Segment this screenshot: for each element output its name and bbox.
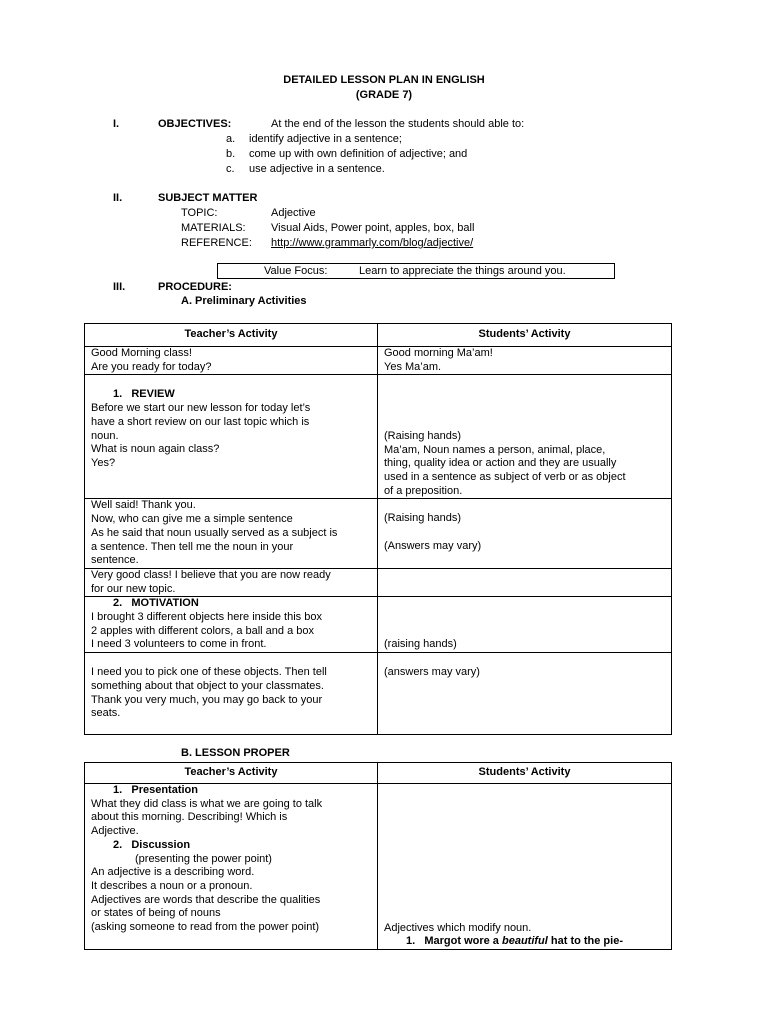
cell-line: sentence. — [91, 554, 139, 567]
student-cell — [378, 784, 672, 950]
teacher-activity-header: Teacher’s Activity — [85, 324, 378, 347]
preliminary-activities-table — [84, 323, 672, 735]
table-header-row — [85, 324, 672, 347]
table-row — [85, 375, 672, 499]
discussion-heading — [91, 839, 377, 853]
cell-line: Good Morning class! — [91, 347, 192, 359]
procedure-heading: PROCEDURE: — [158, 281, 232, 293]
cell-line: (asking someone to read from the power point) — [91, 921, 320, 934]
cell-line: I need you to pick one of these objects. Then tell — [91, 666, 327, 679]
objective-letter: b. — [226, 148, 236, 160]
cell-line: 2 apples with different colors, a ball and a box — [91, 624, 314, 637]
value-focus-text: Learn to appreciate the things around you. — [359, 265, 566, 277]
example-pre: Margot wore a — [424, 935, 502, 948]
review-heading — [91, 388, 377, 402]
cell-line: (Answers may vary) — [384, 539, 482, 552]
topic-label: TOPIC: — [181, 207, 218, 219]
value-focus-label: Value Focus: — [264, 265, 328, 277]
table-row — [85, 597, 672, 653]
cell-line: thing, quality idea or action and they are usually — [384, 457, 617, 470]
lesson-proper-table — [84, 762, 672, 950]
student-cell — [378, 499, 672, 569]
teacher-cell — [85, 784, 378, 950]
objectives-intro: At the end of the lesson the students should able to: — [271, 118, 525, 130]
cell-line: As he said that noun usually served as a subject is — [91, 526, 338, 539]
cell-line: a sentence. Then tell me the noun in your — [91, 540, 294, 553]
cell-line: (raising hands) — [384, 638, 457, 651]
presentation-number: 1. — [113, 784, 123, 796]
example-emphasis: beautiful — [501, 935, 548, 948]
objective-letter: a. — [226, 133, 236, 145]
table-row — [85, 653, 672, 735]
objective-item: use adjective in a sentence. — [249, 163, 385, 175]
cell-line: Adjectives are words that describe the qualities — [91, 893, 321, 906]
document-subtitle: (GRADE 7) — [355, 89, 413, 101]
cell-line: I need 3 volunteers to come in front. — [91, 638, 267, 651]
materials-value: Visual Aids, Power point, apples, box, ball — [271, 222, 475, 234]
student-cell — [378, 375, 672, 499]
cell-line: I brought 3 different objects here inside this box — [91, 611, 322, 624]
motivation-number: 2. — [113, 597, 123, 610]
reference-label: REFERENCE: — [181, 237, 252, 249]
cell-line: Now, who can give me a simple sentence — [91, 513, 293, 526]
students-activity-header: Students’ Activity — [378, 324, 672, 347]
cell-line: (Raising hands) — [384, 512, 462, 525]
cell-line: An adjective is a describing word. — [91, 866, 255, 879]
cell-line: Well said! Thank you. — [91, 499, 196, 512]
cell-line: noun. — [91, 429, 119, 442]
cell-line: Are you ready for today? — [91, 360, 212, 373]
cell-line: Good morning Ma’am! — [384, 347, 493, 359]
cell-line: Yes? — [91, 456, 116, 469]
student-cell — [378, 347, 672, 375]
cell-line: What they did class is what we are going to talk — [91, 797, 323, 810]
discussion-label: Discussion — [131, 838, 191, 851]
objective-letter: c. — [226, 163, 235, 175]
subject-matter-heading: SUBJECT MATTER — [158, 192, 258, 204]
cell-line: (answers may vary) — [384, 666, 480, 679]
presentation-label: Presentation — [131, 784, 198, 796]
cell-line: Yes Ma’am. — [384, 360, 442, 373]
students-activity-header: Students’ Activity — [378, 763, 672, 784]
example-sentence — [384, 935, 671, 949]
document-title: DETAILED LESSON PLAN IN ENGLISH — [283, 74, 485, 86]
cell-line: or states of being of nouns — [91, 907, 221, 920]
cell-line: Adjectives which modify noun. — [384, 921, 532, 934]
cell-line: Before we start our new lesson for today let’s — [91, 402, 311, 415]
example-post: hat to the pie- — [547, 935, 623, 948]
objective-item: come up with own definition of adjective; and — [249, 148, 468, 160]
student-cell — [378, 597, 672, 653]
value-focus-box — [217, 263, 615, 279]
cell-line: have a short review on our last topic which is — [91, 415, 310, 428]
cell-line: used in a sentence as subject of verb or as object — [384, 471, 626, 483]
materials-label: MATERIALS: — [181, 222, 246, 234]
table-header-row — [85, 763, 672, 784]
student-cell — [378, 653, 672, 735]
cell-line: of a preposition. — [384, 484, 463, 497]
cell-line: (Raising hands) — [384, 429, 462, 442]
discussion-number: 2. — [113, 838, 123, 851]
example-number: 1. — [406, 935, 416, 948]
cell-line: Thank you very much, you may go back to your — [91, 693, 323, 706]
cell-line: Adjective. — [91, 825, 139, 838]
table-row — [85, 784, 672, 950]
cell-line: seats. — [91, 707, 121, 720]
motivation-heading — [91, 597, 377, 611]
preliminary-activities-heading: A. Preliminary Activities — [181, 295, 307, 307]
presentation-heading — [91, 784, 377, 798]
teacher-cell — [85, 375, 378, 499]
reference-link[interactable]: http://www.grammarly.com/blog/adjective/ — [271, 237, 474, 249]
objectives-numeral: I. — [113, 118, 120, 130]
student-cell — [378, 568, 672, 596]
motivation-label: MOTIVATION — [131, 597, 199, 610]
cell-line — [384, 526, 671, 540]
objective-item: identify adjective in a sentence; — [249, 133, 402, 145]
cell-line: something about that object to your classmates. — [91, 679, 324, 692]
teacher-cell — [85, 653, 378, 735]
objectives-heading: OBJECTIVES: — [158, 118, 232, 130]
topic-value: Adjective — [271, 207, 316, 219]
cell-line: It describes a noun or a pronoun. — [91, 879, 253, 892]
teacher-cell — [85, 499, 378, 569]
teacher-cell — [85, 568, 378, 596]
teacher-cell — [85, 597, 378, 653]
cell-line: about this morning. Describing! Which is — [91, 811, 288, 824]
subject-matter-numeral: II. — [113, 192, 123, 204]
lesson-proper-heading: B. LESSON PROPER — [181, 747, 290, 759]
cell-line: Ma’am, Noun names a person, animal, place, — [384, 443, 606, 456]
procedure-numeral: III. — [113, 281, 126, 293]
table-row — [85, 499, 672, 569]
cell-line: Very good class! I believe that you are now ready — [91, 568, 331, 581]
discussion-subnote: (presenting the power point) — [135, 852, 272, 865]
review-label: REVIEW — [131, 388, 175, 401]
table-row — [85, 568, 672, 596]
teacher-cell — [85, 347, 378, 375]
cell-line: for our new topic. — [91, 582, 176, 595]
table-row — [85, 347, 672, 375]
review-number: 1. — [113, 388, 123, 401]
teacher-activity-header: Teacher’s Activity — [85, 763, 378, 784]
cell-line: What is noun again class? — [91, 443, 220, 456]
